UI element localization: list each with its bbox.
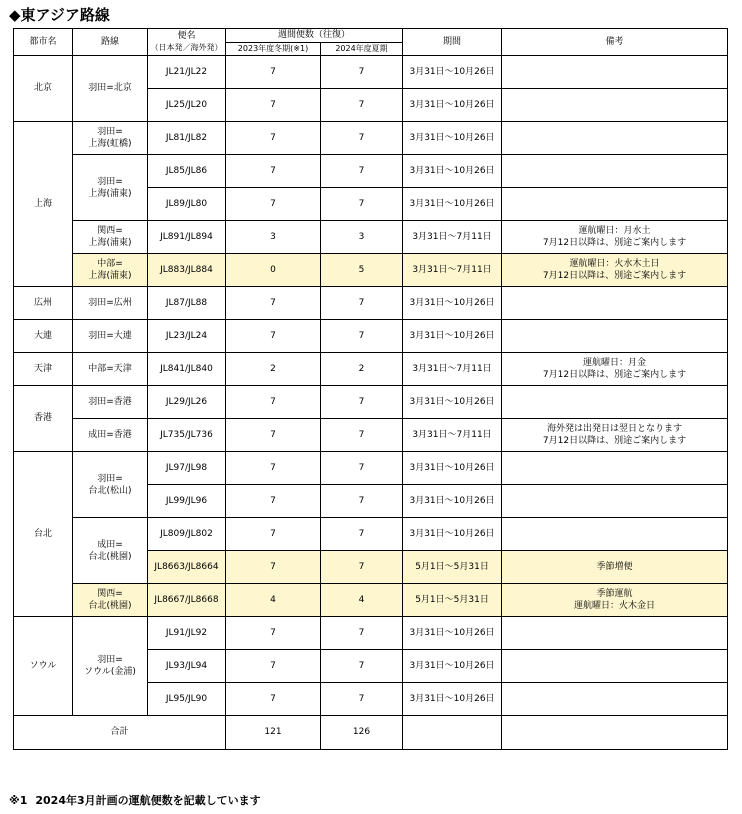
remarks-cell [502,452,728,485]
table-row [14,353,728,386]
winter-cell: 4 [226,584,321,617]
city-cell: 上海 [14,122,73,287]
remarks-line1: 運航曜日：火水木土日 [569,259,660,269]
flight-cell: JL883/JL884 [148,254,226,287]
flight-cell: JL93/JL94 [148,650,226,683]
footnote-mark: ※1 [9,794,28,807]
route-cell [73,617,148,716]
period-cell: 3月31日～10月26日 [403,386,502,419]
winter-cell: 3 [226,221,321,254]
remarks-cell [502,320,728,353]
route-cell: 羽田=広州 [73,287,148,320]
route-cell: 中部=天津 [73,353,148,386]
total-summer: 126 [321,716,403,750]
period-cell: 3月31日～10月26日 [403,89,502,122]
total-winter: 121 [226,716,321,750]
header-city: 都市名 [14,29,73,56]
summer-cell: 7 [321,155,403,188]
flight-cell: JL8667/JL8668 [148,584,226,617]
period-cell: 3月31日～10月26日 [403,287,502,320]
flight-cell: JL95/JL90 [148,683,226,716]
remarks-line1: 季節運航 [596,589,633,599]
summer-cell: 7 [321,617,403,650]
winter-cell: 2 [226,353,321,386]
route-line2: ソウル(金浦) [84,667,136,677]
remarks-cell [502,419,728,452]
remarks-line2: 7月12日以降は、別途ご案内します [542,238,687,248]
winter-cell: 7 [226,287,321,320]
total-row [14,716,728,750]
summer-cell: 7 [321,452,403,485]
flight-cell: JL841/JL840 [148,353,226,386]
header-period: 期間 [403,29,502,56]
route-line1: 羽田= [97,655,123,665]
remarks-cell [502,353,728,386]
remarks-cell [502,650,728,683]
footnote [9,793,261,809]
footnote-text: 2024年3月計画の運航便数を記載しています [35,794,261,807]
remarks-cell [502,122,728,155]
table-row [14,122,728,155]
period-cell: 3月31日～10月26日 [403,617,502,650]
route-line1: 羽田= [97,176,123,187]
flight-cell: JL809/JL802 [148,518,226,551]
route-line2: 台北(松山) [88,485,132,496]
remarks-cell [502,485,728,518]
remarks-line2: 7月12日以降は、別途ご案内します [542,436,687,446]
summer-cell: 7 [321,551,403,584]
remarks-cell [502,551,728,584]
remarks-line2: 運航曜日：火木金日 [574,601,656,611]
summer-cell: 7 [321,518,403,551]
remarks-cell [502,683,728,716]
period-cell: 3月31日～10月26日 [403,452,502,485]
period-cell: 3月31日～7月11日 [403,353,502,386]
route-line1: 羽田= [97,473,123,484]
period-cell: 5月1日～5月31日 [403,584,502,617]
summer-cell: 7 [321,485,403,518]
table-row [14,287,728,320]
remarks-cell [502,89,728,122]
header-route: 路線 [73,29,148,56]
remarks-cell [502,617,728,650]
winter-cell: 7 [226,155,321,188]
winter-cell: 7 [226,617,321,650]
flight-cell: JL25/JL20 [148,89,226,122]
section-title: ◆東アジア路線 [9,6,110,24]
summer-cell: 7 [321,650,403,683]
header-flight [148,29,226,56]
period-cell: 3月31日～10月26日 [403,56,502,89]
winter-cell: 7 [226,650,321,683]
summer-cell: 7 [321,386,403,419]
period-cell: 3月31日～7月11日 [403,419,502,452]
route-cell: 羽田=大連 [73,320,148,353]
remarks-cell [502,386,728,419]
header-summer: 2024年度夏期 [321,43,403,56]
route-line2: 上海(浦東) [88,188,132,199]
city-cell: 天津 [14,353,73,386]
route-line1: 中部= [97,259,123,269]
total-period-empty [403,716,502,750]
flight-cell: JL87/JL88 [148,287,226,320]
remarks-line1: 海外発は出発日は翌日となります [547,424,683,434]
remarks-line2: 7月12日以降は、別途ご案内します [542,271,687,281]
period-cell: 3月31日～10月26日 [403,320,502,353]
route-cell [73,155,148,221]
summer-cell: 3 [321,221,403,254]
city-cell: 北京 [14,56,73,122]
table-row [14,452,728,485]
route-cell [73,254,148,287]
route-line1: 成田= [97,539,123,550]
header-remarks: 備考 [502,29,728,56]
winter-cell: 7 [226,551,321,584]
city-cell: 香港 [14,386,73,452]
period-cell: 3月31日～10月26日 [403,188,502,221]
remarks-cell [502,287,728,320]
winter-cell: 7 [226,386,321,419]
period-cell: 5月1日～5月31日 [403,551,502,584]
route-line1: 羽田= [97,127,123,137]
summer-cell: 7 [321,683,403,716]
summer-cell: 7 [321,320,403,353]
route-cell [73,221,148,254]
summer-cell: 4 [321,584,403,617]
remarks-line1: 運航曜日：月水土 [578,226,651,236]
city-cell: 台北 [14,452,73,617]
summer-cell: 7 [321,287,403,320]
period-cell: 3月31日～10月26日 [403,122,502,155]
flight-cell: JL891/JL894 [148,221,226,254]
city-cell: 広州 [14,287,73,320]
flight-cell: JL23/JL24 [148,320,226,353]
city-cell: ソウル [14,617,73,716]
winter-cell: 7 [226,320,321,353]
winter-cell: 7 [226,683,321,716]
route-cell: 成田=香港 [73,419,148,452]
period-cell: 3月31日～10月26日 [403,650,502,683]
header-weekly: 週間便数（往復） [226,29,403,43]
winter-cell: 7 [226,518,321,551]
route-cell [73,518,148,584]
flight-cell: JL85/JL86 [148,155,226,188]
remarks-cell [502,221,728,254]
summer-cell: 7 [321,419,403,452]
summer-cell: 7 [321,89,403,122]
winter-cell: 7 [226,419,321,452]
flight-cell: JL99/JL96 [148,485,226,518]
table-row [14,320,728,353]
total-remarks-empty [502,716,728,750]
header-flight-line2: （日本発／海外発） [150,43,223,52]
flight-cell: JL81/JL82 [148,122,226,155]
route-cell [73,584,148,617]
flight-cell: JL8663/JL8664 [148,551,226,584]
remarks-cell [502,155,728,188]
period-cell: 3月31日～7月11日 [403,221,502,254]
route-cell: 羽田=香港 [73,386,148,419]
route-cell [73,122,148,155]
remarks-line1: 運航曜日：月金 [583,358,647,368]
flight-cell: JL735/JL736 [148,419,226,452]
period-cell: 3月31日～10月26日 [403,155,502,188]
route-table [13,28,728,750]
remarks-cell [502,584,728,617]
table-row [14,155,728,188]
header-flight-line1: 便名 [177,31,196,41]
remarks-cell [502,518,728,551]
remarks-cell [502,188,728,221]
remarks-line2: 7月12日以降は、別途ご案内します [542,370,687,380]
period-cell: 3月31日～10月26日 [403,485,502,518]
route-cell: 羽田=北京 [73,56,148,122]
table-row [14,386,728,419]
period-cell: 3月31日～10月26日 [403,518,502,551]
route-line2: 上海(虹橋) [88,139,132,149]
flight-cell: JL97/JL98 [148,452,226,485]
summer-cell: 7 [321,122,403,155]
table-row [14,56,728,89]
summer-cell: 5 [321,254,403,287]
header-winter: 2023年度冬期(※1) [226,43,321,56]
winter-cell: 7 [226,122,321,155]
route-cell [73,452,148,518]
period-cell: 3月31日～7月11日 [403,254,502,287]
table-row [14,617,728,650]
flight-cell: JL89/JL80 [148,188,226,221]
winter-cell: 7 [226,56,321,89]
summer-cell: 7 [321,188,403,221]
flight-cell: JL21/JL22 [148,56,226,89]
route-line2: 台北(桃園) [88,601,132,611]
table-row [14,419,728,452]
city-cell: 大連 [14,320,73,353]
table-row [14,584,728,617]
remarks-cell [502,254,728,287]
summer-cell: 7 [321,56,403,89]
route-line1: 関西= [97,589,123,599]
winter-cell: 7 [226,188,321,221]
route-line1: 関西= [97,226,123,236]
table-row [14,254,728,287]
route-line2: 上海(浦東) [88,271,132,281]
winter-cell: 0 [226,254,321,287]
route-line2: 台北(桃園) [88,551,132,562]
flight-cell: JL91/JL92 [148,617,226,650]
winter-cell: 7 [226,89,321,122]
period-cell: 3月31日～10月26日 [403,683,502,716]
table-row [14,221,728,254]
remarks-cell [502,56,728,89]
summer-cell: 2 [321,353,403,386]
table-row [14,518,728,551]
winter-cell: 7 [226,452,321,485]
total-label: 合計 [14,716,226,750]
winter-cell: 7 [226,485,321,518]
remarks-line1: 季節増便 [596,562,633,572]
flight-cell: JL29/JL26 [148,386,226,419]
route-line2: 上海(浦東) [88,238,132,248]
